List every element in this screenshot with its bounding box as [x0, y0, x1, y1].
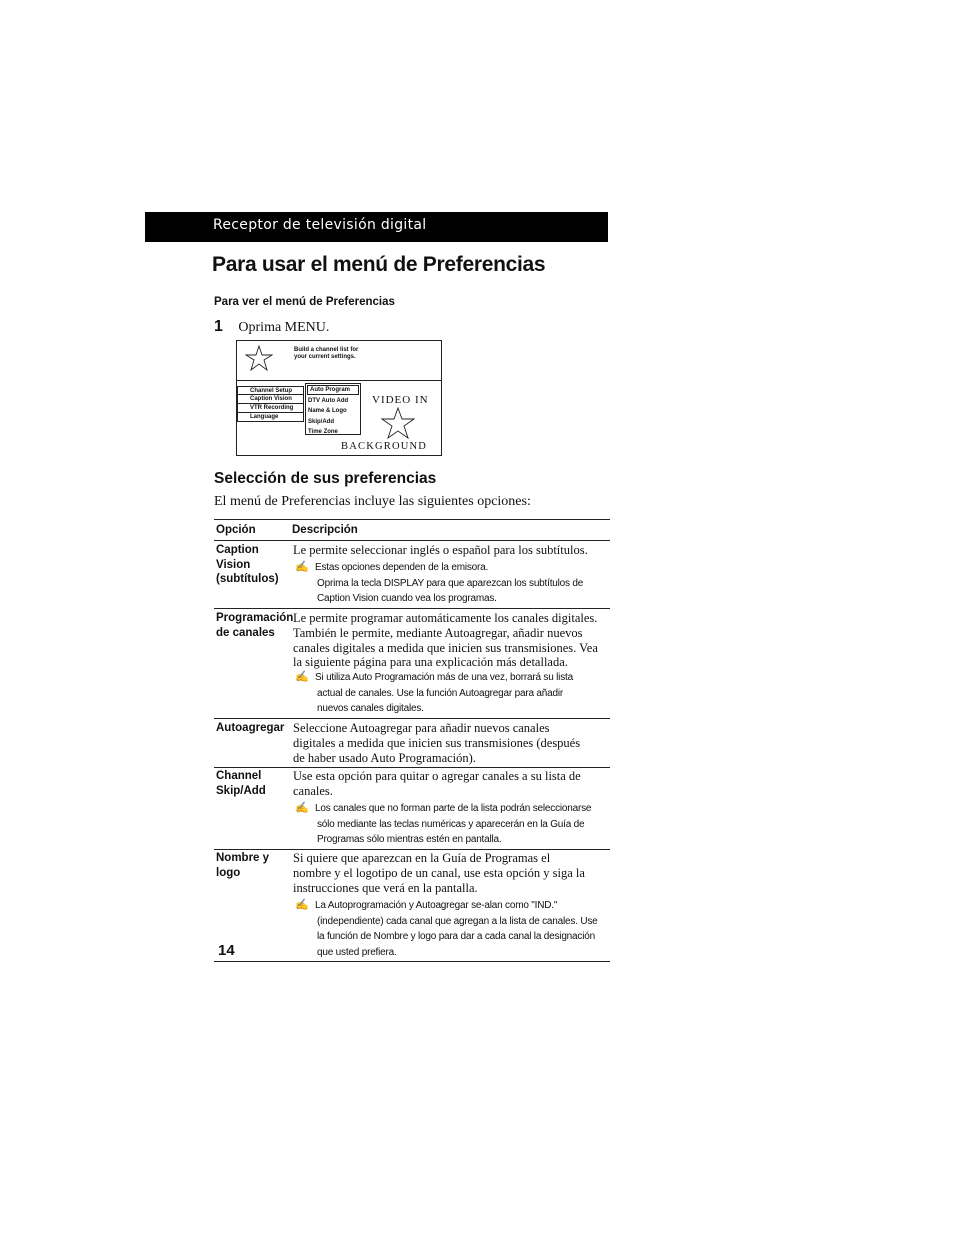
option-name: Programación de canales [216, 612, 294, 639]
option-name: Caption Vision (subtítulos) [216, 544, 279, 585]
section-title: Selección de sus preferencias [214, 470, 437, 487]
menu-item-vtr-recording: VTR Recording [237, 404, 304, 413]
menu-main-list [237, 386, 304, 422]
table-rule [214, 519, 610, 520]
step-1 [214, 318, 329, 336]
background-label: BACKGROUND [341, 441, 428, 452]
menu-item-channel-setup: Channel Setup [237, 386, 304, 395]
menu-sub-list [305, 383, 361, 435]
option-note: ✍ Los canales que no forman parte de la lista podrán seleccionarse sólo mediante las teclas numéricas y aparecerán en la Guía de Programas sólo mientras estén en pantalla. [295, 802, 592, 846]
step-number: 1 [214, 318, 223, 335]
submenu-item-skip-add: Skip/Add [308, 418, 335, 425]
header-description: Descripción [292, 524, 358, 536]
menu-item-caption-vision: Caption Vision [237, 395, 304, 404]
star-icon [245, 345, 273, 371]
submenu-item-auto-program: Auto Program [307, 385, 359, 395]
pencil-note-icon: ✍ [295, 561, 309, 573]
submenu-item-time-zone: Time Zone [308, 428, 338, 435]
subheading: Para ver el menú de Preferencias [214, 296, 395, 308]
option-description: Seleccione Autoagregar para añadir nuevos canales digitales a medida que inicien sus transmisiones (después de haber usado Auto Programación). [293, 721, 581, 765]
submenu-item-dtv-auto-add: DTV Auto Add [308, 398, 349, 404]
option-name: Nombre y logo [216, 852, 270, 879]
video-in-label: VIDEO IN [372, 394, 429, 406]
menu-item-language: Language [237, 413, 304, 422]
menu-screen-illustration [236, 340, 442, 456]
divider [237, 380, 441, 381]
table-rule [214, 767, 610, 768]
pencil-note-icon: ✍ [295, 899, 309, 911]
step-text: Oprima MENU. [238, 320, 330, 335]
submenu-item-name-logo: Name & Logo [308, 408, 347, 415]
table-rule [214, 608, 610, 609]
header-option: Opción [216, 524, 256, 536]
page-number: 14 [218, 942, 235, 959]
option-name: Autoagregar [216, 722, 285, 734]
option-description: Use esta opción para quitar o agregar canales a su lista de canales. [293, 769, 581, 798]
intro-text: El menú de Preferencias incluye las siguientes opciones: [214, 494, 531, 509]
table-rule [214, 718, 610, 719]
table-rule [214, 849, 610, 850]
pencil-note-icon: ✍ [295, 671, 309, 683]
section-header-label: Receptor de televisión digital [213, 217, 427, 233]
option-name: Channel Skip/Add [216, 770, 266, 797]
page-title: Para usar el menú de Preferencias [212, 253, 546, 276]
menu-hint: Build a channel list for your current settings. [294, 347, 359, 360]
pencil-note-icon: ✍ [295, 802, 309, 814]
option-description: Le permite seleccionar inglés o español para los subtítulos. [293, 543, 588, 557]
option-description: Si quiere que aparezcan en la Guía de Programas el nombre y el logotipo de un canal, use esta opción y siga la instrucciones que verá en la pantalla. [293, 851, 585, 895]
table-rule [214, 540, 610, 541]
section-header-bar [145, 212, 608, 242]
star-icon [381, 407, 415, 439]
option-note: ✍ Estas opciones dependen de la emisora. Oprima la tecla DISPLAY para que aparezcan los subtítulos de Caption Vision cuando vea los programas. [295, 561, 584, 605]
option-note: ✍ La Autoprogramación y Autoagregar se-alan como "IND." (independiente) cada canal que agregan a la lista de canales. Use la función de Nombre y logo para dar a cada canal la designación que usted prefiera. [295, 899, 598, 958]
option-note: ✍ Si utiliza Auto Programación más de una vez, borrará su lista actual de canales. Use la función Autoagregar para añadir nuevos canales digitales. [295, 671, 573, 715]
option-description: Le permite programar automáticamente los canales digitales. También le permite, mediante Autoagregar, añadir nuevos canales digitales a medida que inicien sus transmisiones. Vea la siguiente página para una explicación más detallada. [293, 611, 598, 670]
table-rule [214, 961, 610, 962]
